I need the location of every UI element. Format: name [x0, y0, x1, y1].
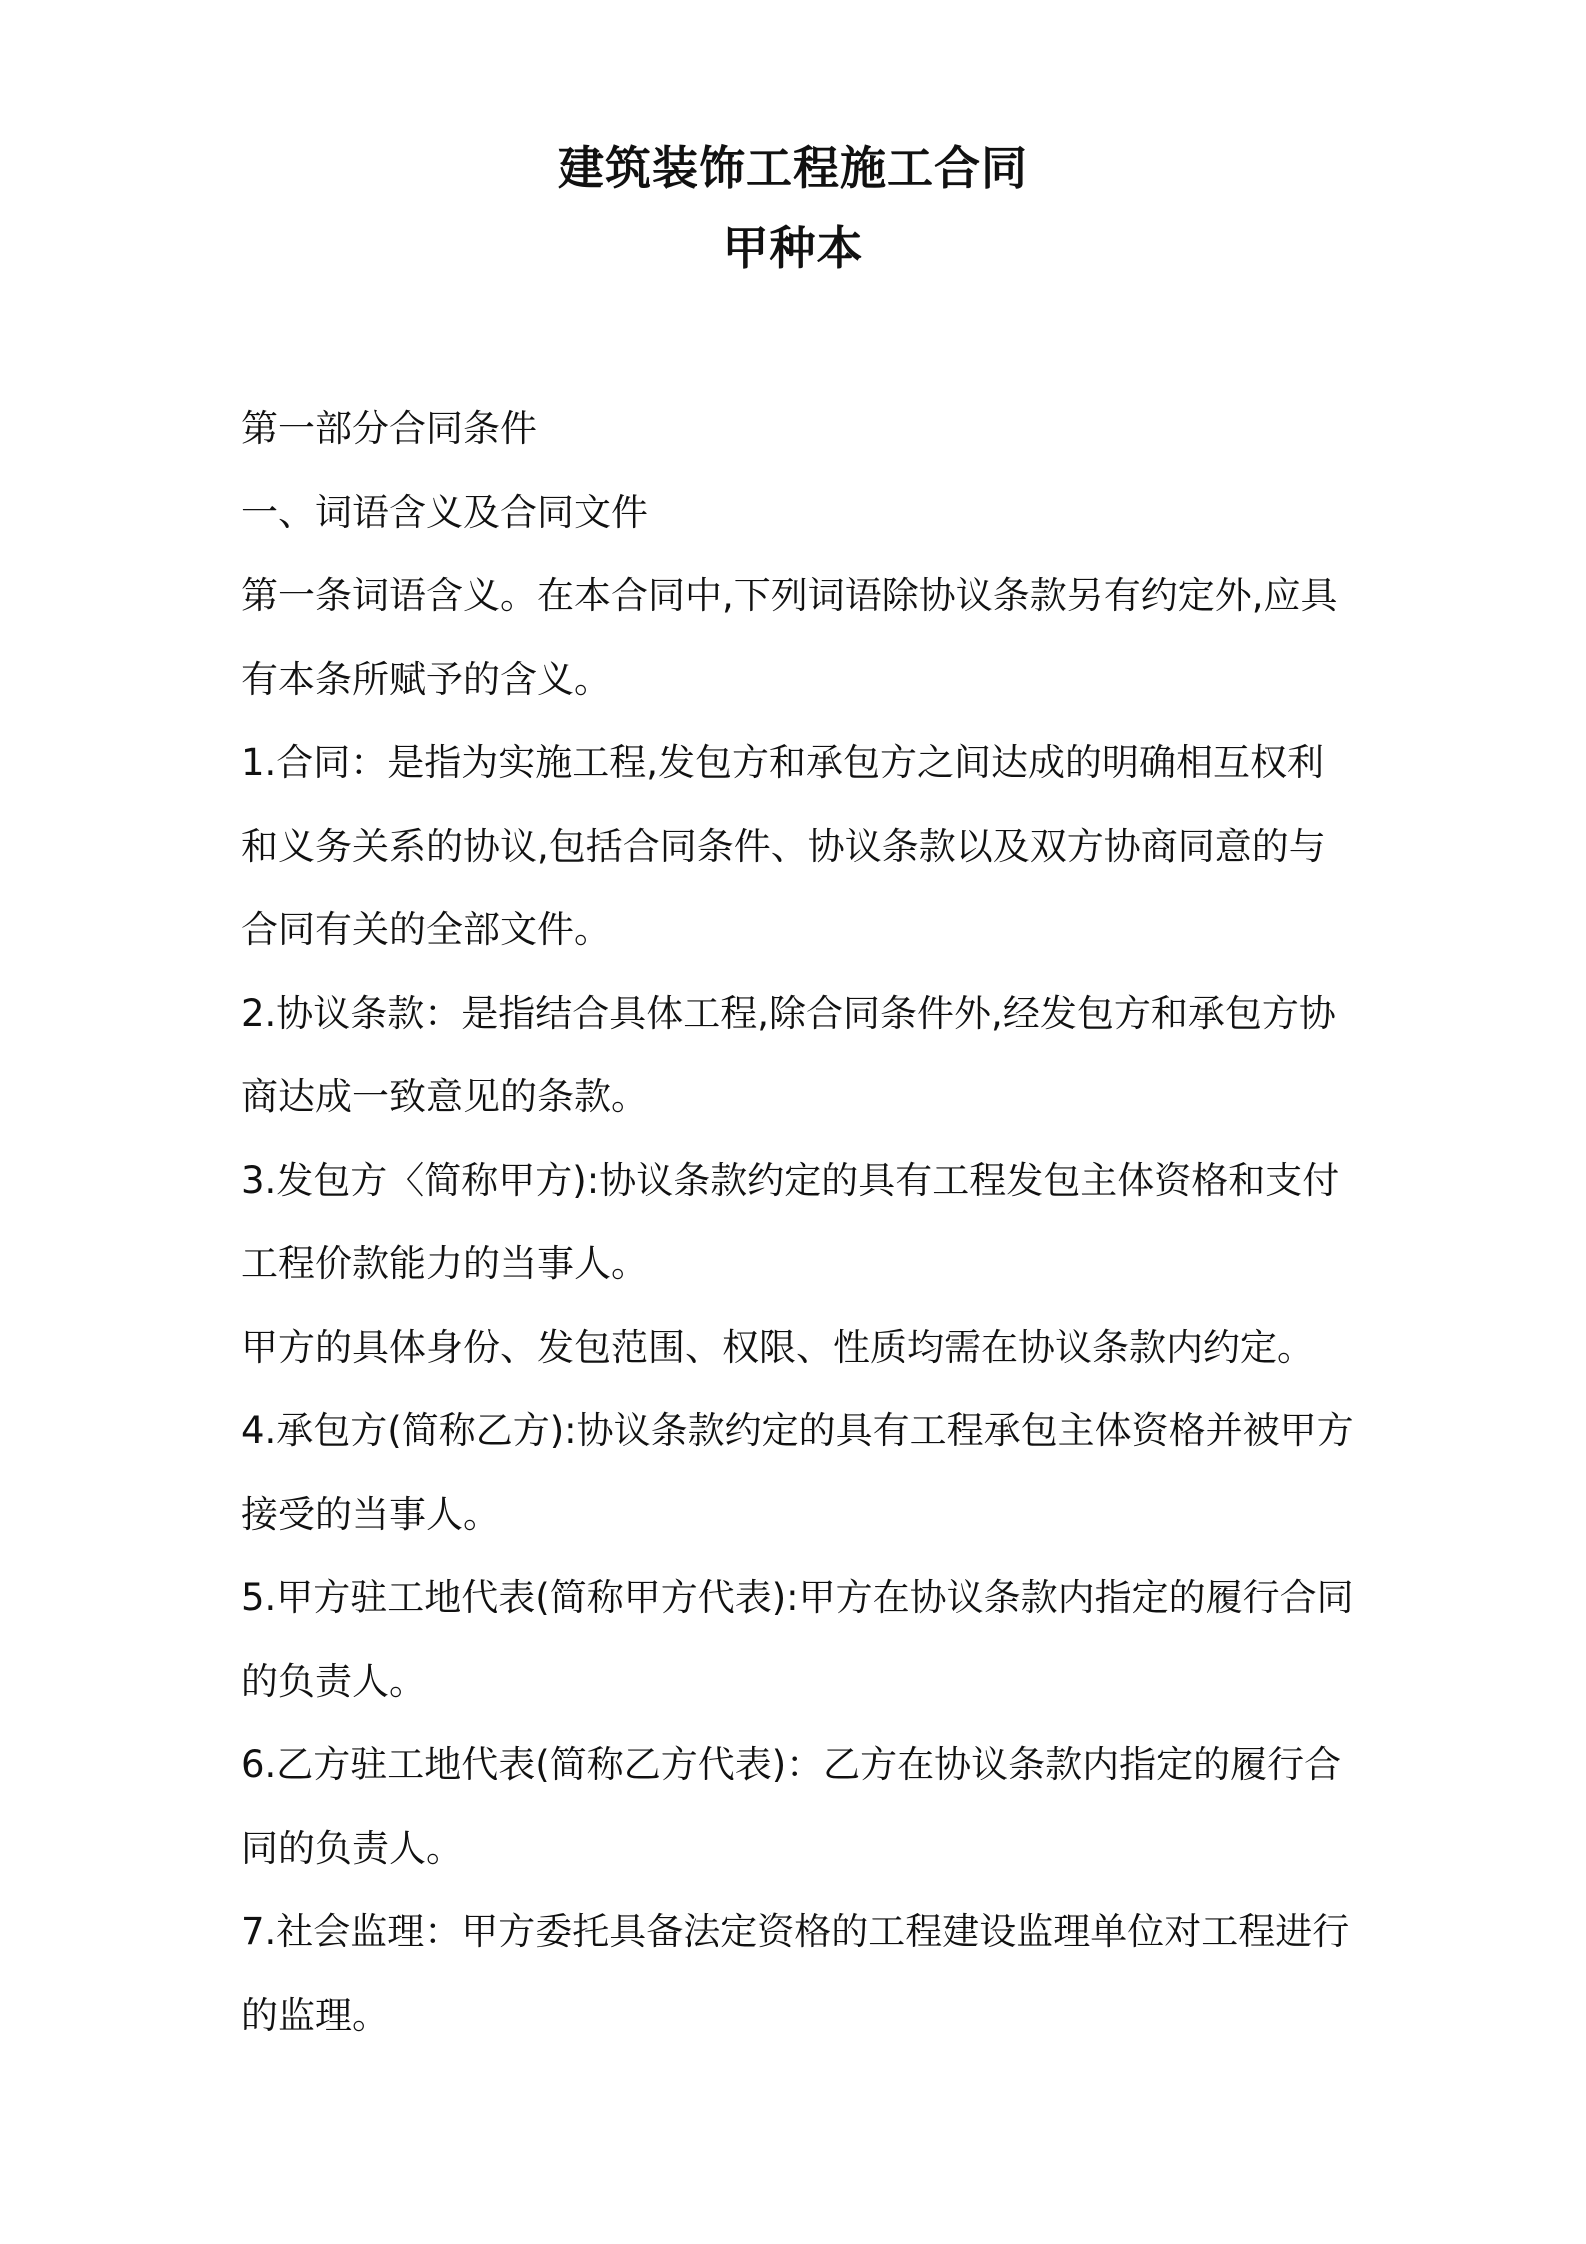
definition-item: 5.甲方驻工地代表(简称甲方代表):甲方在协议条款内指定的履行合同的负责人。 [241, 1576, 1354, 1703]
definition-item: 2.协议条款：是指结合具体工程,除合同条件外,经发包方和承包方协商达成一致意见的条款。 [241, 991, 1336, 1118]
chapter-heading: 一、词语含义及合同文件 [241, 490, 648, 534]
article-paragraph: 第一条词语含义。在本合同中,下列词语除协议条款另有约定外,应具有本条所赋予的含义。 [241, 574, 1338, 701]
definition-item: 4.承包方(简称乙方):协议条款约定的具有工程承包主体资格并被甲方接受的当事人。 [241, 1409, 1354, 1536]
document-subtitle: 甲种本 [722, 221, 864, 275]
section-heading: 第一部分合同条件 [241, 407, 537, 450]
definition-item: 1.合同：是指为实施工程,发包方和承包方之间达成的明确相互权利和义务关系的协议,包括合同条件、协议条款以及双方协商同意的与合同有关的全部文件。 [241, 741, 1326, 951]
title-block [0, 128, 1586, 288]
definition-item: 3.发包方〈简称甲方):协议条款约定的具有工程发包主体资格和支付工程价款能力的当事人。 [241, 1158, 1340, 1285]
definition-item: 7.社会监理：甲方委托具备法定资格的工程建设监理单位对工程进行的监理。 [241, 1910, 1350, 2037]
definition-note: 甲方的具体身份、发包范围、权限、性质均需在协议条款内约定。 [241, 1325, 1314, 1369]
document-body [241, 387, 1361, 2057]
document-title: 建筑装饰工程施工合同 [558, 141, 1028, 195]
definition-item: 6.乙方驻工地代表(简称乙方代表)：乙方在协议条款内指定的履行合同的负责人。 [241, 1743, 1342, 1870]
